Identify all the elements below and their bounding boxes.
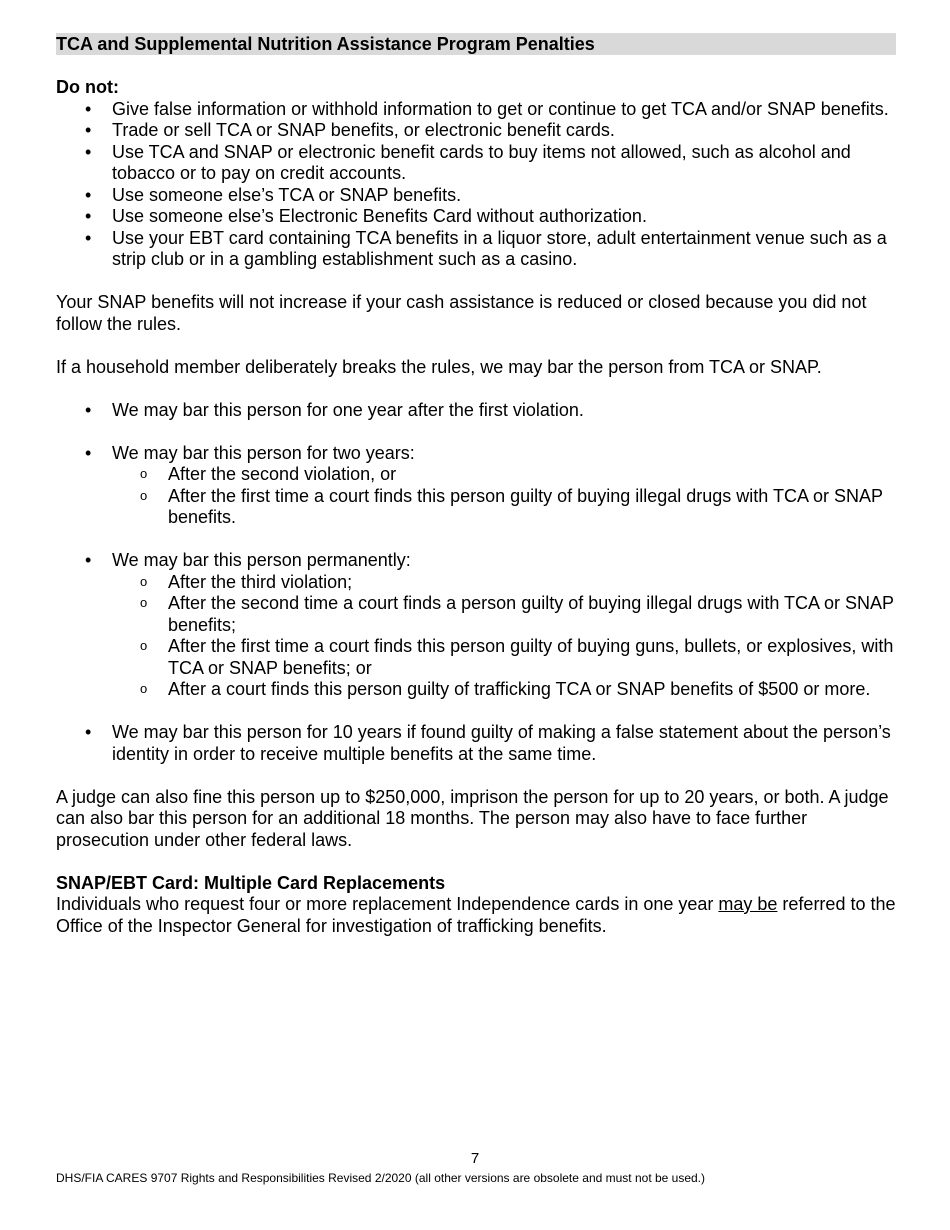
list-item: • Use TCA and SNAP or electronic benefit cards to buy items not allowed, such as alcohol and tobacco or to pay on credit accounts. <box>56 142 896 185</box>
bar-ten-years: • We may bar this person for 10 years if found guilty of making a false statement about the person’s identity in order to receive multiple benefits at the same time. <box>56 722 896 765</box>
sub-list-item: o After the first time a court finds this person guilty of buying guns, bullets, or explosives, with TCA or SNAP benefits; or <box>112 636 896 679</box>
sub-list-item: o After the second time a court finds a person guilty of buying illegal drugs with TCA or SNAP benefits; <box>112 593 896 636</box>
bar-list <box>56 443 896 465</box>
card-text-underlined: may be <box>718 894 778 914</box>
do-not-list <box>56 99 896 271</box>
card-text-before: Individuals who request four or more replacement Independence cards in one year <box>56 894 719 914</box>
list-item: • Use someone else’s Electronic Benefits Card without authorization. <box>56 206 896 228</box>
bar-permanent <box>56 550 896 572</box>
sub-list-item: o After a court finds this person guilty of trafficking TCA or SNAP benefits of $500 or more. <box>112 679 896 701</box>
bar-two-years-label: We may bar this person for two years: <box>112 442 415 463</box>
list-item: • Use someone else’s TCA or SNAP benefits. <box>56 185 896 207</box>
footer-note: DHS/FIA CARES 9707 Rights and Responsibilities Revised 2/2020 (all other versions are obsolete and must not be used.) <box>56 1171 706 1185</box>
bar-list <box>56 722 896 765</box>
card-text-after: referred to the Office of the Inspector General for investigation of trafficking benefits. <box>56 894 896 936</box>
judge-paragraph: A judge can also fine this person up to $250,000, imprison the person for up to 20 years, or both. A judge can also bar this person for an additional 18 months. The person may also have to face further prosecution under other federal laws. <box>56 786 889 850</box>
bar-permanent-label: We may bar this person permanently: <box>112 550 411 570</box>
bar-two-years <box>56 443 896 465</box>
card-section-text <box>56 894 896 937</box>
bar-permanent-sublist <box>112 572 896 701</box>
list-item: • Use your EBT card containing TCA benefits in a liquor store, adult entertainment venue such as a strip club or in a gambling establishment such as a casino. <box>56 228 896 271</box>
list-item: • Give false information or withhold information to get or continue to get TCA and/or SNAP benefits. <box>56 99 896 121</box>
card-section-heading: SNAP/EBT Card: Multiple Card Replacements <box>56 872 446 893</box>
sub-list-item: o After the second violation, or <box>112 464 896 486</box>
document-page <box>56 33 896 937</box>
bar-two-years-sublist <box>112 464 896 529</box>
snap-benefits-paragraph: Your SNAP benefits will not increase if your cash assistance is reduced or closed because you did not follow the rules. <box>56 292 867 334</box>
sub-list-item: o After the first time a court finds this person guilty of buying illegal drugs with TCA or SNAP benefits. <box>112 486 896 529</box>
do-not-heading: Do not: <box>56 77 119 97</box>
bar-one-year: • We may bar this person for one year after the first violation. <box>56 400 896 422</box>
bar-list <box>56 550 896 572</box>
bar-list <box>56 400 896 422</box>
list-item: • Trade or sell TCA or SNAP benefits, or electronic benefit cards. <box>56 120 896 142</box>
sub-list-item: o After the third violation; <box>112 572 896 594</box>
section-title: TCA and Supplemental Nutrition Assistance Program Penalties <box>56 33 896 55</box>
household-paragraph: If a household member deliberately breaks the rules, we may bar the person from TCA or SNAP. <box>56 356 822 377</box>
page-number: 7 <box>470 1150 480 1167</box>
